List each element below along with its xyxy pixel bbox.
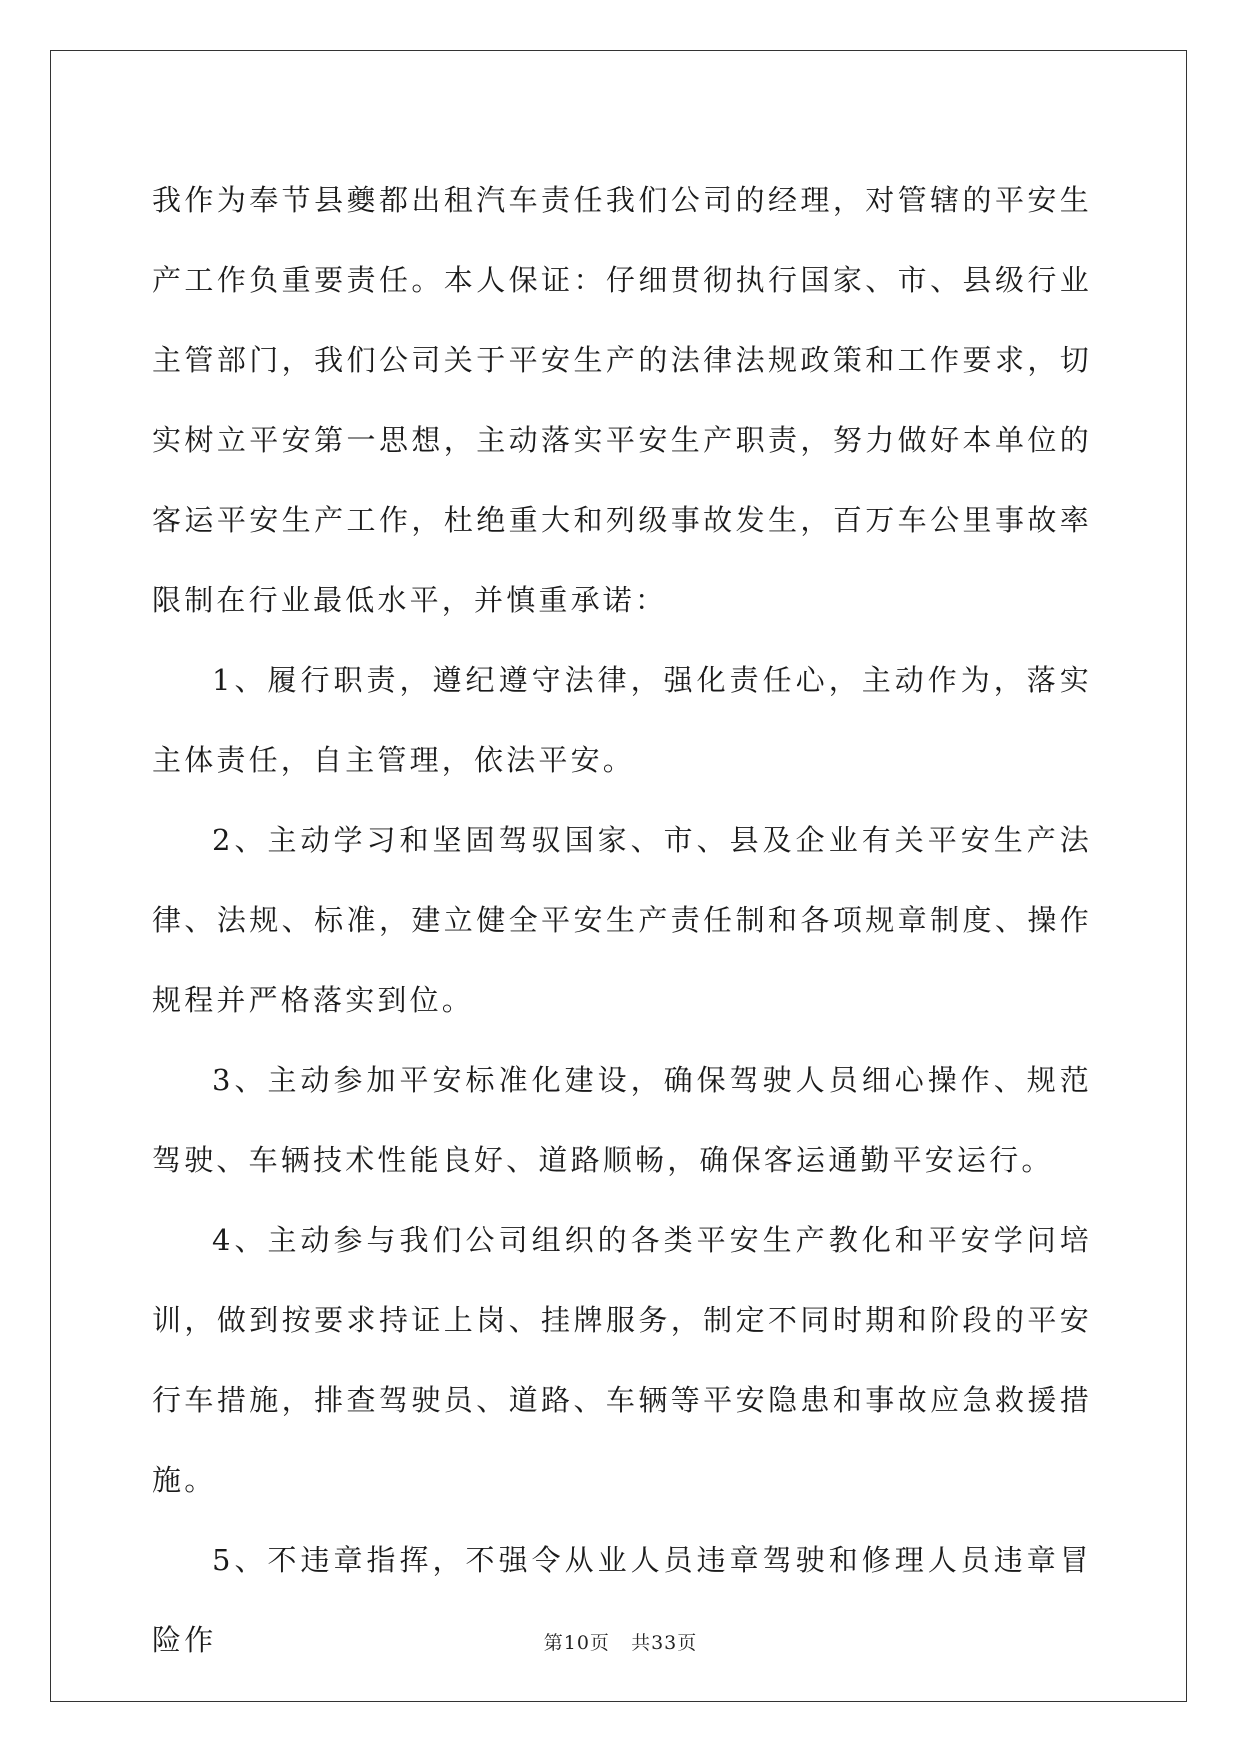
paragraph-item-5: 5、不违章指挥，不强令从业人员违章驾驶和修理人员违章冒险作 (152, 1543, 1092, 1657)
paragraph-item-2: 2、主动学习和坚固驾驭国家、市、县及企业有关平安生产法律、法规、标准，建立健全平安生产责任制和各项规章制度、操作规程并严格落实到位。 (152, 823, 1092, 1017)
page-total: 共33页 (631, 1632, 698, 1654)
paragraph-item-4: 4、主动参与我们公司组织的各类平安生产教化和平安学问培训，做到按要求持证上岗、挂牌服务，制定不同时期和阶段的平安行车措施，排查驾驶员、道路、车辆等平安隐患和事故应急救援措施。 (152, 1223, 1092, 1497)
page-number: 第10页 (543, 1632, 610, 1654)
page-footer (0, 1628, 1241, 1655)
paragraph-intro: 我作为奉节县夔都出租汽车责任我们公司的经理，对管辖的平安生产工作负重要责任。本人保证：仔细贯彻执行国家、市、县级行业主管部门，我们公司关于平安生产的法律法规政策和工作要求，切实树立平安第一思想，主动落实平安生产职责，努力做好本单位的客运平安生产工作，杜绝重大和列级事故发生，百万车公里事故率限制在行业最低水平，并慎重承诺： (152, 183, 1092, 617)
paragraph-item-3: 3、主动参加平安标准化建设，确保驾驶人员细心操作、规范驾驶、车辆技术性能良好、道路顺畅，确保客运通勤平安运行。 (152, 1063, 1092, 1177)
paragraph-item-1: 1、履行职责，遵纪遵守法律，强化责任心，主动作为，落实主体责任，自主管理，依法平安。 (152, 663, 1092, 777)
document-body (152, 160, 1092, 1680)
